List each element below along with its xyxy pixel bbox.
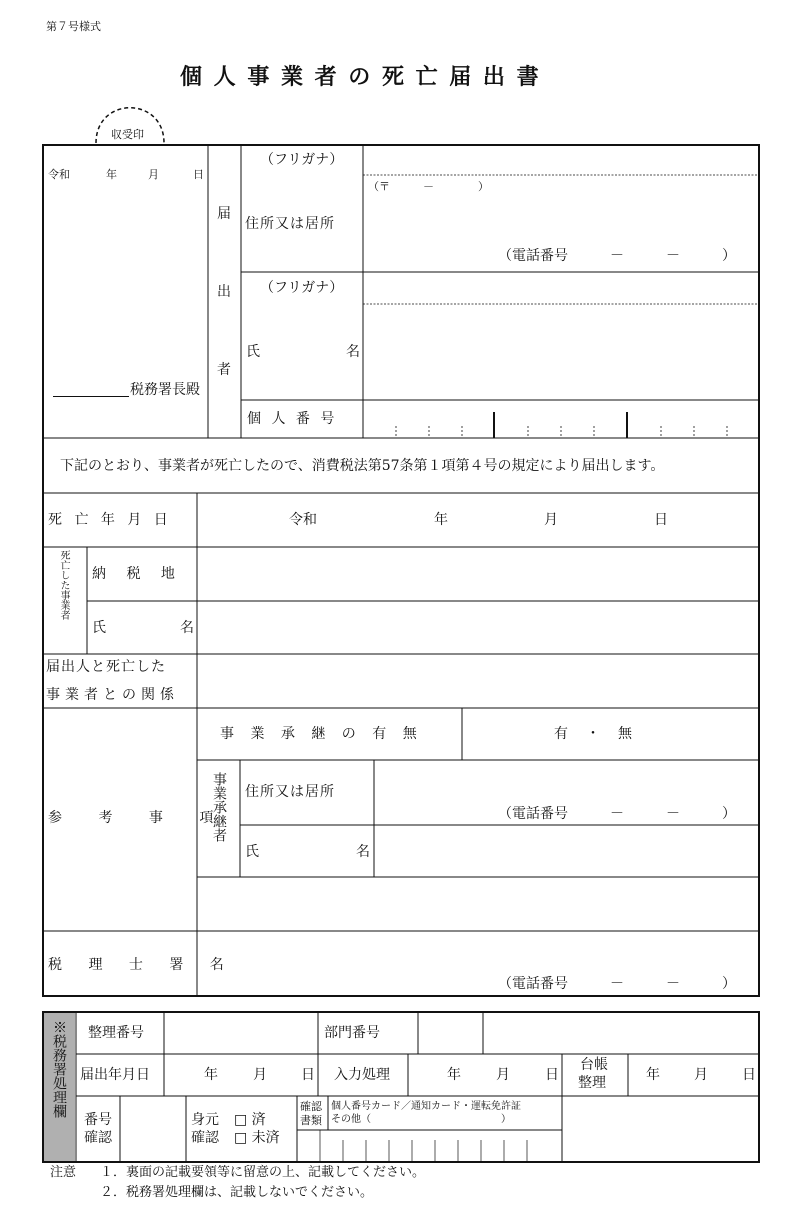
furigana-label-1: （フリガナ） xyxy=(260,152,344,168)
succession-label: 事 業 承 継 の 有 無 xyxy=(220,726,423,742)
relation-input[interactable] xyxy=(198,655,758,707)
death-year: 年 xyxy=(434,512,448,528)
filing-year: 年 xyxy=(204,1067,218,1083)
date-month: 月 xyxy=(148,168,159,181)
deceased-name-left: 氏 xyxy=(92,620,106,636)
input-day: 日 xyxy=(545,1067,559,1083)
input-label: 入力処理 xyxy=(334,1067,390,1083)
bumon-label: 部門番号 xyxy=(324,1025,380,1041)
relation-label-1: 届出人と死亡した xyxy=(46,659,166,675)
successor-address-label: 住所又は居所 xyxy=(245,784,335,800)
reference-input[interactable] xyxy=(198,878,758,930)
mimoto-label-2: 確認 xyxy=(191,1130,219,1146)
date-era: 令和 xyxy=(48,168,70,181)
mynumber-label: 個 人 番 号 xyxy=(247,411,338,427)
tax-place-input[interactable] xyxy=(198,548,758,600)
phone-3: （電話番号 － － ） xyxy=(498,976,736,992)
date-year: 年 xyxy=(106,168,117,181)
postal-code: （〒 － ） xyxy=(368,180,489,193)
notifier-char-3: 者 xyxy=(217,362,231,378)
successor-vertical-label: 事業承継者 xyxy=(211,772,227,842)
furigana-label-2: （フリガナ） xyxy=(260,280,344,296)
filing-day: 日 xyxy=(301,1067,315,1083)
office-blank-line[interactable] xyxy=(53,396,129,397)
input-month: 月 xyxy=(496,1067,510,1083)
name-label-left: 氏 xyxy=(246,344,260,360)
death-era: 令和 xyxy=(289,512,317,528)
daicho-month: 月 xyxy=(694,1067,708,1083)
input-year: 年 xyxy=(447,1067,461,1083)
accountant-label: 税 理 士 署 名 xyxy=(48,957,235,973)
note-item-2: ２．税務署処理欄は、記載しないでください。 xyxy=(100,1185,374,1200)
page-title: 個 人 事 業 者 の 死 亡 届 出 書 xyxy=(180,64,541,90)
daicho-day: 日 xyxy=(742,1067,756,1083)
notifier-char-1: 届 xyxy=(217,206,231,222)
filing-date-label: 届出年月日 xyxy=(80,1067,150,1083)
docs-line-1: 個人番号カード／通知カード・運転免許証 xyxy=(331,1101,521,1112)
address-input[interactable] xyxy=(364,196,758,244)
bango-label-2: 確認 xyxy=(84,1130,112,1146)
address-label: 住所又は居所 xyxy=(245,216,335,232)
filing-month: 月 xyxy=(253,1067,267,1083)
stamp-label: 収受印 xyxy=(111,128,144,141)
successor-address-input[interactable] xyxy=(375,761,758,801)
identity-done-checkbox[interactable]: □ 済 xyxy=(234,1112,266,1128)
death-month: 月 xyxy=(544,512,558,528)
deceased-name-input[interactable] xyxy=(198,602,758,653)
daicho-label-1: 台帳 xyxy=(580,1057,608,1073)
daicho-label-2: 整理 xyxy=(578,1075,606,1091)
mynumber-input[interactable] xyxy=(364,401,758,437)
bango-label-1: 番号 xyxy=(84,1112,112,1128)
notes-label: 注意 xyxy=(50,1165,77,1180)
notifier-char-2: 出 xyxy=(217,284,231,300)
death-day: 日 xyxy=(654,512,668,528)
name-input[interactable] xyxy=(364,305,758,399)
phone-1: （電話番号 － － ） xyxy=(498,248,736,264)
mimoto-label-1: 身元 xyxy=(191,1112,219,1128)
relation-label-2: 事業者との関係 xyxy=(46,687,179,703)
furigana-input-2[interactable] xyxy=(364,273,758,303)
kakunin-label-2: 書類 xyxy=(300,1114,322,1127)
accountant-input[interactable] xyxy=(198,932,758,972)
note-item-1: １．裏面の記載要領等に留意の上、記載してください。 xyxy=(100,1165,426,1180)
kakunin-label-1: 確認 xyxy=(300,1100,322,1113)
phone-2: （電話番号 － － ） xyxy=(498,806,736,822)
succession-value[interactable]: 有 ・ 無 xyxy=(554,726,634,742)
docs-line-2: その他（ ） xyxy=(331,1114,511,1125)
death-date-label: 死 亡 年 月 日 xyxy=(48,512,172,528)
date-day: 日 xyxy=(193,168,204,181)
deceased-name-right: 名 xyxy=(180,620,194,636)
successor-name-input[interactable] xyxy=(375,826,758,876)
successor-name-left: 氏 xyxy=(245,844,259,860)
name-label-right: 名 xyxy=(346,344,360,360)
successor-name-right: 名 xyxy=(356,844,370,860)
statement-text: 下記のとおり、事業者が死亡したので、消費税法第57条第１項第４号の規定により届出します。 xyxy=(60,458,665,474)
seiri-label: 整理番号 xyxy=(88,1025,144,1041)
daicho-year: 年 xyxy=(646,1067,660,1083)
reference-label: 参 考 事 項 xyxy=(48,810,230,826)
office-box-title: ※税務署処理欄 xyxy=(51,1020,67,1118)
furigana-input-1[interactable] xyxy=(364,146,758,174)
identity-not-done-checkbox[interactable]: □ 未済 xyxy=(234,1130,280,1146)
tax-place-label: 納 税 地 xyxy=(92,566,183,582)
office-suffix: 税務署長殿 xyxy=(130,382,200,398)
deceased-vertical-label: 死亡した事業者 xyxy=(58,550,69,620)
form-number: 第７号様式 xyxy=(46,20,101,33)
